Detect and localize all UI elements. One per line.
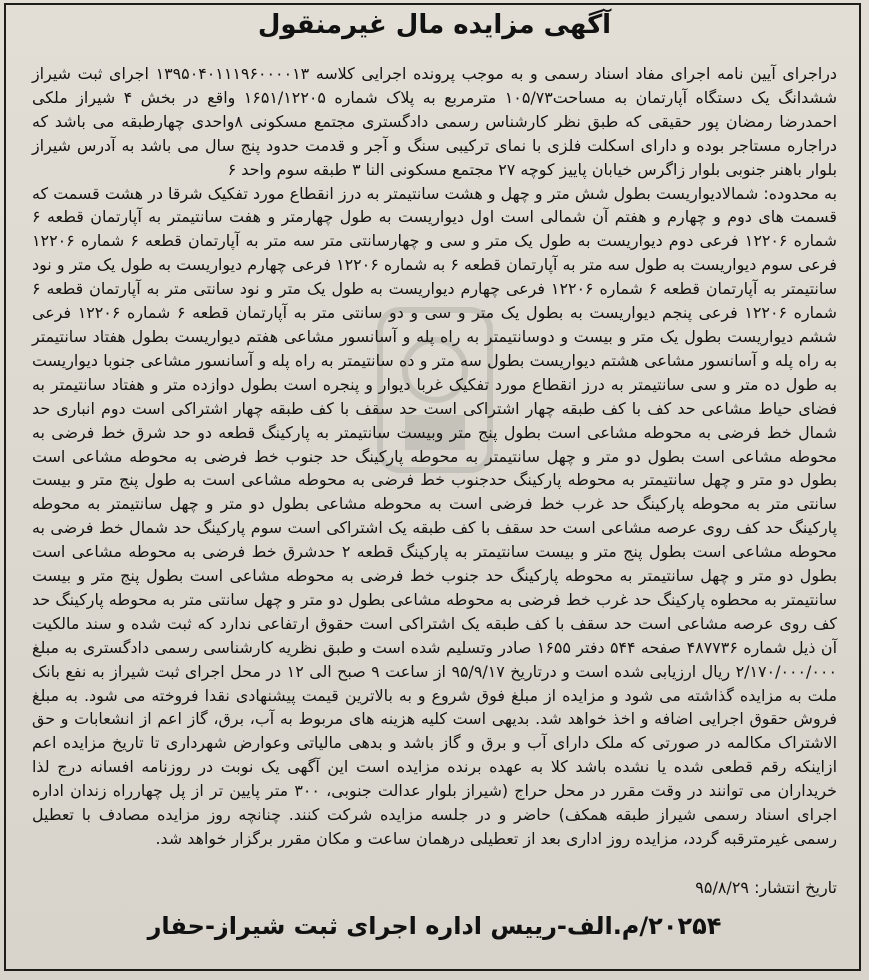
- notice-paragraph-property: دراجرای آیین نامه اجرای مفاد اسناد رسمی و به موجب پرونده اجرایی کلاسه ۱۳۹۵۰۴۰۱۱۱۹۶۰۰۰۰۱۳ اجرای ثبت شیراز ششدانگ یک دستگاه آپارتمان به مساحت۱۰۵/۷۳ مترمربع به پلاک شماره ۱۶۵۱/۱۲۲۰۵ واقع در بخش ۴ شیراز ملکی احمدرضا رمضان پور حقیقی که طبق نظر کارشناس رسمی دادگستری مجتمع مسکونی ۸واحدی چهارطبقه می باشد که دراجاره مستاجر بوده و دارای اسکلت فلزی با نمای ترکیبی سنگ و آجر و قدمت حدود پنج سال می باشد به آدرس شیراز بلوار باهنر جنوبی بلوار زاگرس خیابان پاییز کوچه ۲۷ مجتمع مسکونی النا ۳ طبقه سوم واحد ۶: [32, 64, 838, 179]
- publish-date: تاریخ انتشار: ۹۵/۸/۲۹: [695, 878, 837, 897]
- notice-body: [32, 62, 837, 851]
- notice-paragraph-boundaries: به محدوده: شمالادیواریست بطول شش متر و چهل و هشت سانتیمتر به درز انقطاع مورد تفکیک شرقا در هشت قسمت که قسمت های دوم و چهارم و هفتم آن شمالی است اول دیواریست به طول چهارمتر و هفت سانتیمتر به آپارتمان قطعه ۶ شماره ۱۲۲۰۶ فرعی دوم دیواریست به طول یک متر و سی و چهارسانتی متر سه متر به آپارتمان قطعه ۶ شماره ۱۲۲۰۶ فرعی سوم دیواریست به طول سه متر به آپارتمان قطعه ۶ به شماره ۱۲۲۰۶ فرعی چهارم دیواریست به طول یک متر و نود سانتیمتر به آپارتمان قطعه ۶ شماره ۱۲۲۰۶ فرعی چهارم دیواریست به طول یک متر و نود سانتی متر به آپارتمان قطعه ۶ شماره ۱۲۲۰۶ فرعی پنجم دیواریست به بطول یک متر و سی و دو سانتی متر به آپارتمان قطعه ۶ شماره ۱۲۲۰۶ فرعی ششم دیواریست بطول یک متر و بیست و دوسانتیمتر به راه پله و آسانسور مشاعی هفتم دیواریست بطول هفتاد سانتیمتر به راه پله و آسانسور مشاعی هشتم دیواریست بطول سه متر و ده سانتیمتر به راه پله و آسانسور مشاعی جنوبا دیواریست به طول ده متر و سی سانتیمتر به درز انقطاع مورد تفکیک غربا دیوار و پنجره است بطول دوازده متر و هفتاد سانتیمتر به فضای حیاط مشاعی حد کف با کف طبقه چهار اشتراکی است حد سقف با کف طبقه چهار اشتراکی است دوم انباری حد شمال خط فرضی به محوطه مشاعی است بطول پنج متر وبیست سانتیمتر به پارکینگ قطعه دو حد شرق خط فرضی به محوطه مشاعی است بطول دو متر و چهل سانتیمتر به محوطه پارکینگ حد جنوب خط فرضی به محوطه مشاعی است بطول دو متر و چهل سانتیمتر به محوطه پارکینگ حدجنوب خط فرضی به محوطه مشاعی است به طول پنج متر و بیست سانتی متر به محوطه پارکینگ حد غرب خط فرضی است به محوطه مشاعی بطول دو متر و چهل سانتیمتر به محوطه پارکینگ حد کف روی عرصه مشاعی است حد سقف با کف طبقه یک اشتراکی است سوم پارکینگ حد شمال خط فرضی به محوطه مشاعی است بطول پنج متر و بیست سانتیمتر به پارکینگ قطعه ۲ حدشرق خط فرضی به محوطه مشاعی است بطول دو متر و چهل سانتیمتر به محوطه پارکینگ حد جنوب خط فرضی به محوطه مشاعی است بطول پنج متر و بیست سانتیمتر به محطوه پارکینگ حد غرب خط فرضی به محوطه مشاعی بطول دو متر و چهل سانتی متر به محوطه پارکینگ حد کف روی عرصه مشاعی است حد سقف با کف طبقه یک اشتراکی است حقوق ارتفاعی ندارد که ثبت شده و سند مالکیت آن ذیل شماره ۴۸۷۷۳۶ صفحه ۵۴۴ دفتر ۱۶۵۵ صادر وتسلیم شده است و طبق نظریه کارشناسی رسمی دادگستری به مبلغ ۲/۱۷۰/۰۰۰/۰۰۰ ریال ارزیابی شده است و درتاریخ ۹۵/۹/۱۷ از ساعت ۹ صبح الی ۱۲ در محل اجرای ثبت شیراز به نفع بانک ملت به مزایده گذاشته می شود و مزایده از مبلغ فوق شروع و به بالاترین قیمت پیشنهادی نقدا فروخته می شود. به مبلغ فروش حقوق اجرایی اضافه و اخذ خواهد شد. بدیهی است کلیه هزینه های مربوط به آب، برق، گاز اعم از انشعابات و حق الاشتراک مکالمه در صورتی که ملک دارای آب و برق و گاز باشد و بدهی مالیاتی وعوارض شهرداری تا تاریخ مزایده اعم ازاینکه رقم قطعی شده یا نشده باشد کلا به عهده برنده مزایده است این آگهی یک نوبت در روزنامه افسانه درج لذا خریداران می توانند در وقت مقرر در محل حراج (شیراز بلوار عدالت جنوبی، ۳۰۰ متر پایین تر از پل چهارراه زندان اداره اجرای اسناد رسمی شیراز طبقه همکف) حاضر و در جلسه مزایده شرکت کنند. چنانچه روز مزایده مصادف با تعطیل رسمی غیرمترقبه گردد، مزایده روز اداری بعد از تعطیلی درهمان ساعت و مکان مقرر برگزار خواهد شد.: [32, 183, 838, 848]
- notice-title: آگهی مزایده مال غیرمنقول: [257, 10, 612, 40]
- notice-footer-signature: ۲۰۲۵۴/م.الف-رییس اداره اجرای ثبت شیراز-حفار: [147, 912, 722, 940]
